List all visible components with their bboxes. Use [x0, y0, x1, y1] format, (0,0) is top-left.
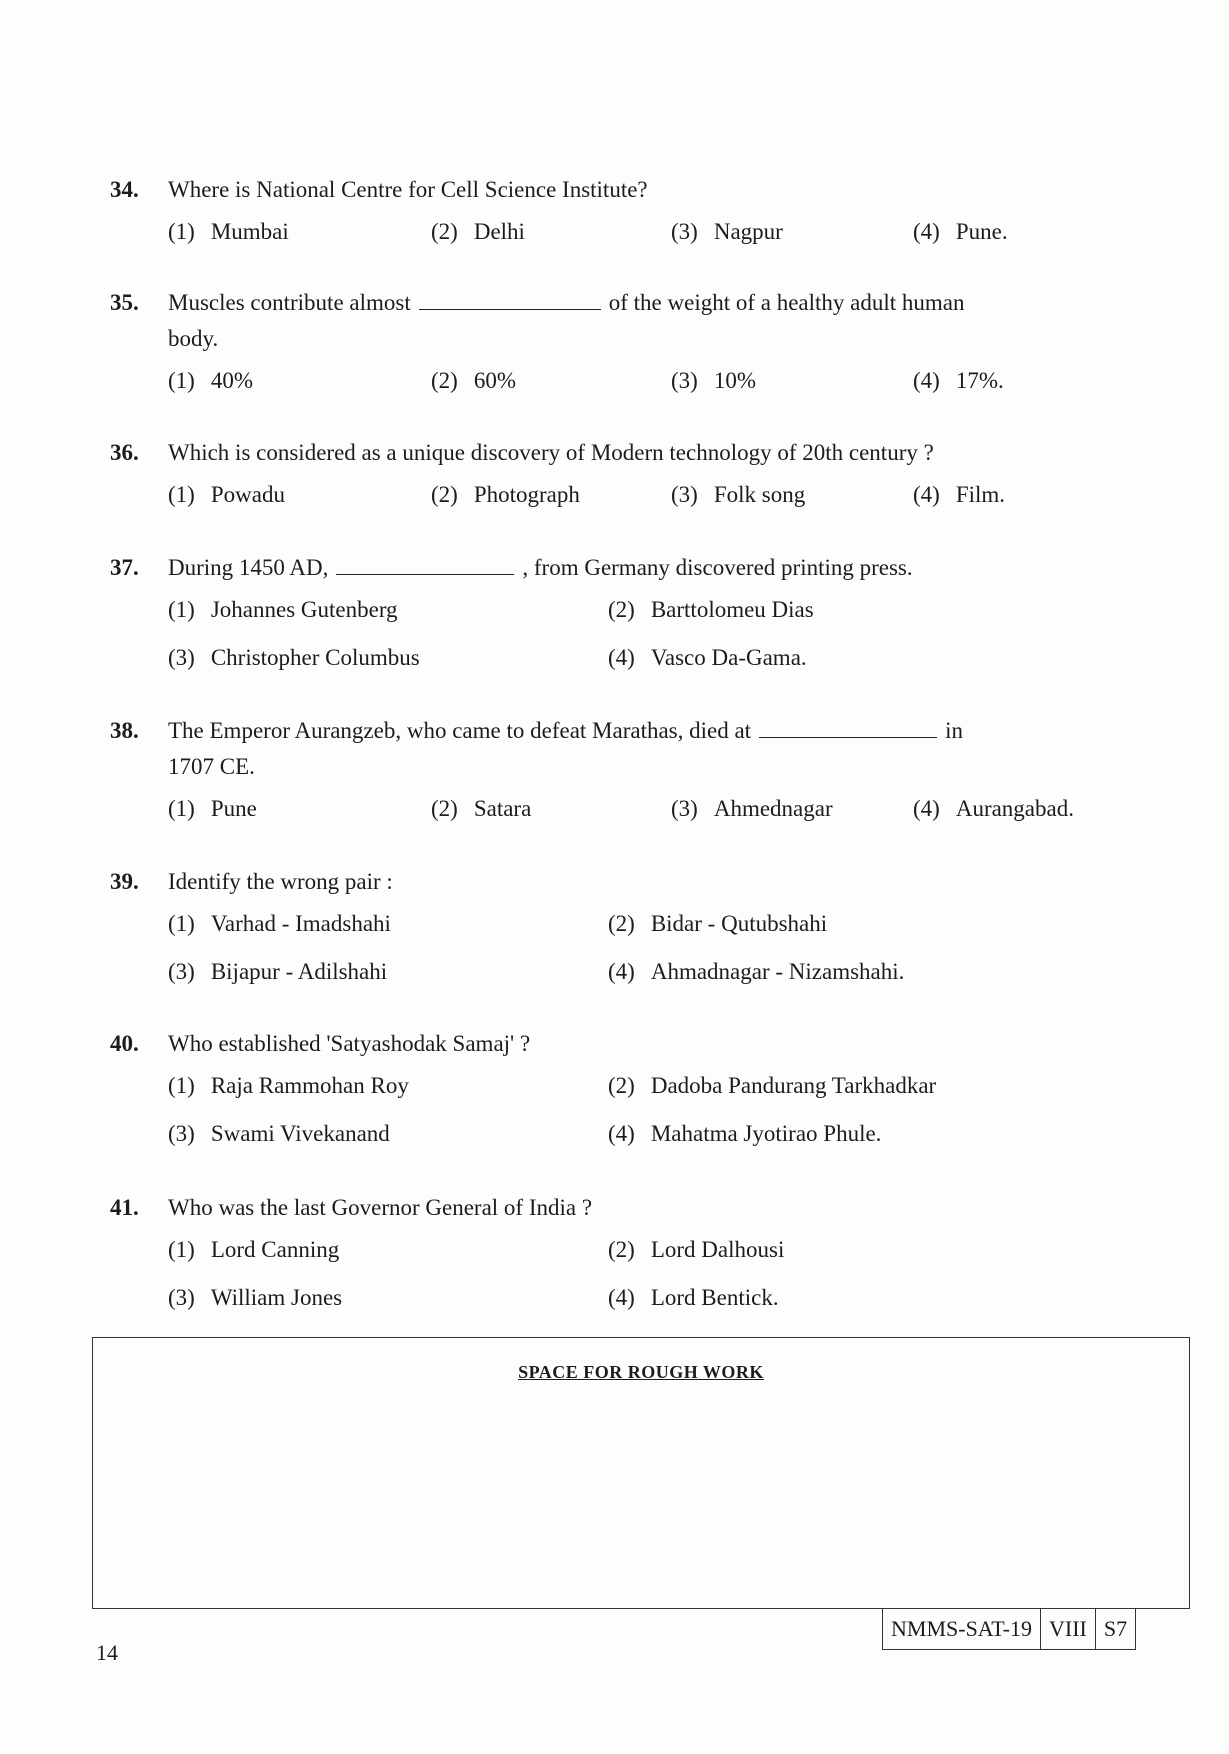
question-34 — [110, 172, 1110, 256]
option-1: (1) Powadu — [168, 482, 285, 507]
option-4: (4) 17%. — [913, 368, 1004, 393]
option-4: (4) Ahmadnagar - Nizamshahi. — [608, 959, 905, 984]
option-4: (4) Mahatma Jyotirao Phule. — [608, 1121, 882, 1146]
option-1: (1) Johannes Gutenberg — [168, 597, 398, 622]
option-3: (3) 10% — [671, 368, 756, 393]
option-3: (3) Bijapur - Adilshahi — [168, 959, 388, 984]
option-2: (2) Bidar - Qutubshahi — [608, 911, 828, 936]
question-text: The Emperor Aurangzeb, who came to defeat Marathas, died at in — [168, 718, 963, 743]
paper-code-box — [882, 1608, 1136, 1650]
question-37 — [110, 550, 1110, 682]
option-2: (2) Dadoba Pandurang Tarkhadkar — [608, 1073, 937, 1098]
option-3: (3) William Jones — [168, 1285, 343, 1310]
answer-blank — [759, 736, 937, 738]
options-row — [168, 1062, 1110, 1110]
option-1: (1) 40% — [168, 368, 253, 393]
options-row — [168, 1110, 1110, 1158]
option-1: (1) Mumbai — [168, 219, 289, 244]
question-number: 34. — [110, 177, 139, 202]
option-1: (1) Lord Canning — [168, 1237, 340, 1262]
options-row — [168, 1226, 1110, 1274]
option-1: (1) Pune — [168, 796, 257, 821]
option-3: (3) Nagpur — [671, 219, 783, 244]
question-number: 39. — [110, 869, 139, 894]
question-number: 38. — [110, 718, 139, 743]
question-36 — [110, 435, 1110, 519]
question-text: Muscles contribute almost of the weight of a healthy adult human — [168, 290, 965, 315]
question-number: 36. — [110, 440, 139, 465]
question-38 — [110, 713, 1110, 833]
question-text: Where is National Centre for Cell Science Institute? — [168, 177, 648, 202]
question-41 — [110, 1190, 1110, 1322]
question-text-continued: body. — [168, 326, 219, 351]
answer-blank — [419, 308, 601, 310]
question-text-continued: 1707 CE. — [168, 754, 255, 779]
paper-code: NMMS-SAT-19 — [891, 1616, 1033, 1641]
question-number: 37. — [110, 555, 139, 580]
option-1: (1) Raja Rammohan Roy — [168, 1073, 409, 1098]
answer-blank — [336, 573, 514, 575]
options-row — [168, 948, 1110, 996]
option-3: (3) Swami Vivekanand — [168, 1121, 390, 1146]
options-row — [168, 208, 1110, 256]
question-35 — [110, 285, 1110, 405]
option-4: (4) Vasco Da-Gama. — [608, 645, 807, 670]
question-text: Who established 'Satyashodak Samaj' ? — [168, 1031, 531, 1056]
rough-work-title: SPACE FOR ROUGH WORK — [518, 1362, 764, 1382]
options-row — [168, 900, 1110, 948]
option-3: (3) Ahmednagar — [671, 796, 833, 821]
question-text: Which is considered as a unique discovery of Modern technology of 20th century ? — [168, 440, 934, 465]
option-2: (2) Delhi — [431, 219, 525, 244]
option-3: (3) Folk song — [671, 482, 806, 507]
set-label: S7 — [1095, 1609, 1135, 1649]
option-4: (4) Film. — [913, 482, 1006, 507]
option-1: (1) Varhad - Imadshahi — [168, 911, 391, 936]
question-39 — [110, 864, 1110, 996]
option-3: (3) Christopher Columbus — [168, 645, 420, 670]
question-number: 40. — [110, 1031, 139, 1056]
option-2: (2) 60% — [431, 368, 516, 393]
options-row — [168, 785, 1110, 833]
options-row — [168, 634, 1110, 682]
options-row — [168, 357, 1110, 405]
class-label: VIII — [1040, 1609, 1095, 1649]
option-2: (2) Barttolomeu Dias — [608, 597, 814, 622]
option-4: (4) Pune. — [913, 219, 1008, 244]
option-4: (4) Aurangabad. — [913, 796, 1074, 821]
question-number: 35. — [110, 290, 139, 315]
page-number: 14 — [96, 1640, 118, 1665]
option-2: (2) Lord Dalhousi — [608, 1237, 785, 1262]
option-2: (2) Photograph — [431, 482, 580, 507]
question-40 — [110, 1026, 1110, 1158]
option-2: (2) Satara — [431, 796, 532, 821]
question-number: 41. — [110, 1195, 139, 1220]
options-row — [168, 586, 1110, 634]
question-text: Who was the last Governor General of India ? — [168, 1195, 593, 1220]
rough-work-box — [92, 1337, 1190, 1609]
question-text: During 1450 AD, , from Germany discovered printing press. — [168, 555, 913, 580]
options-row — [168, 1274, 1110, 1322]
option-4: (4) Lord Bentick. — [608, 1285, 779, 1310]
options-row — [168, 471, 1110, 519]
question-text: Identify the wrong pair : — [168, 869, 393, 894]
